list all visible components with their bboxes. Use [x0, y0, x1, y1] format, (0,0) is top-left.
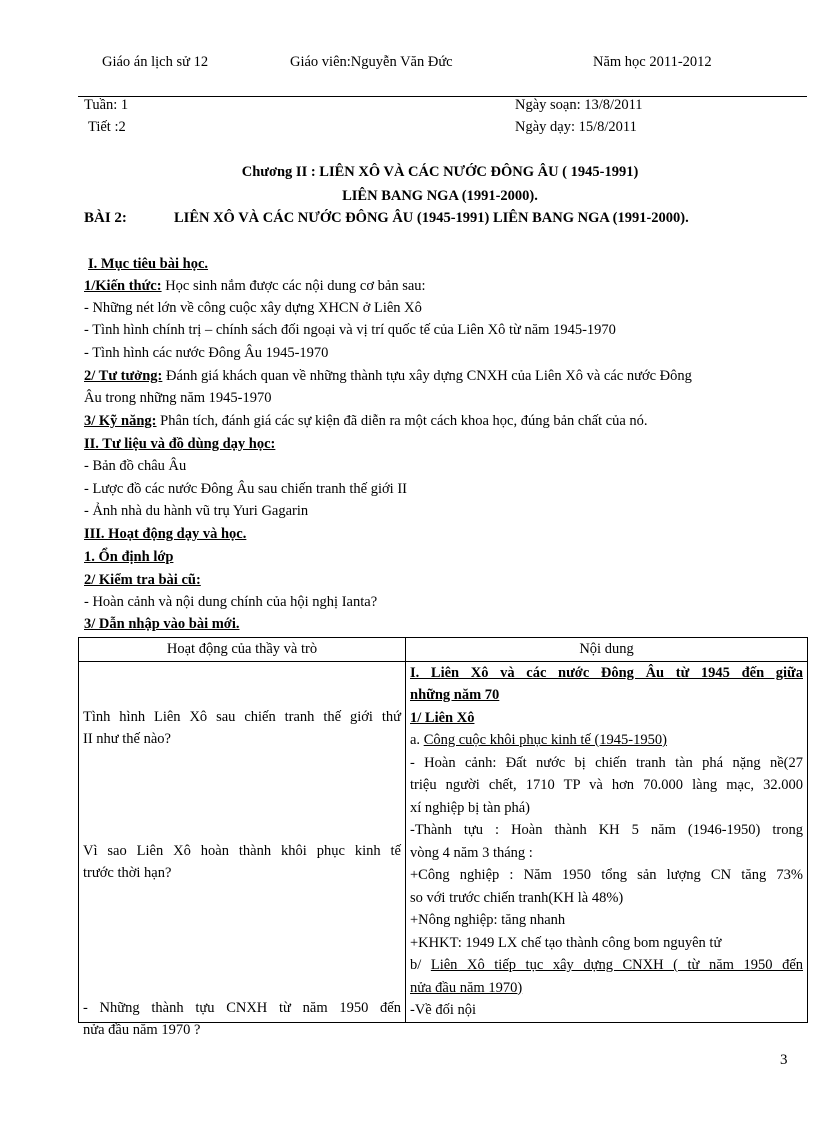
content-cell	[406, 661, 808, 1022]
subheading-b-text: Liên Xô tiếp tục xây dựng CNXH ( từ năm 1950 đến	[430, 957, 803, 973]
ideology-line-2: Âu trong những năm 1945-1970	[84, 390, 272, 406]
header-year: Năm học 2011-2012	[593, 54, 712, 70]
section-1-title: I. Mục tiêu bài học.	[88, 256, 209, 272]
prep-date: Ngày soạn: 13/8/2011	[515, 97, 643, 113]
knowledge-item-2: - Tình hình chính trị – chính sách đối ngoại và vị trí quốc tế của Liên Xô từ năm 1945-1970	[84, 322, 616, 338]
content-subheading-b	[410, 954, 803, 977]
activities-cell	[79, 661, 406, 1038]
header-subject: Giáo án lịch sử 12	[102, 54, 209, 70]
material-2: - Lược đồ các nước Đông Âu sau chiến tranh thế giới II	[84, 481, 407, 497]
table-header-row	[79, 638, 808, 662]
header-teacher: Giáo viên:Nguyễn Văn Đức	[290, 54, 453, 70]
header-rule	[78, 96, 807, 97]
question-2-line-1: Vì sao Liên Xô hoàn thành khôi phục kinh tế	[83, 842, 401, 859]
content-line: xí nghiệp bị tàn phá)	[410, 799, 531, 816]
question-2-line-2: trước thời hạn?	[83, 865, 172, 881]
content-line: -Về đối nội	[410, 1002, 477, 1018]
week: Tuần: 1	[84, 97, 129, 113]
material-1: - Bản đồ châu Âu	[84, 458, 187, 474]
material-3: - Ảnh nhà du hành vũ trụ Yuri Gagarin	[84, 503, 309, 519]
chapter-title: Chương II : LIÊN XÔ VÀ CÁC NƯỚC ĐÔNG ÂU ( 1945-1991)	[241, 164, 639, 180]
lesson-label: BÀI 2:	[84, 210, 127, 226]
content-heading-ussr: 1/ Liên Xô	[410, 709, 475, 726]
question-3	[83, 997, 401, 1042]
question-1	[83, 706, 401, 751]
knowledge-label: 1/Kiến thức:	[84, 278, 162, 294]
subheading-b-prefix: b/	[410, 957, 431, 973]
content-subheading-b-2: nửa đầu năm 1970)	[410, 979, 523, 996]
section-2-title: II. Tư liệu và đồ dùng dạy học:	[84, 436, 276, 452]
content-subheading-a	[410, 729, 803, 752]
content-line: +KHKT: 1949 LX chế tạo thành công bom nguyên tử	[410, 934, 722, 951]
subheading-a-text: Công cuộc khôi phục kinh tế (1945-1950)	[423, 732, 667, 748]
teach-date: Ngày dạy: 15/8/2011	[515, 119, 637, 135]
content-line: vòng 4 năm 3 tháng :	[410, 844, 533, 861]
knowledge-line	[84, 278, 426, 295]
section-3-title: III. Hoạt động dạy và học.	[84, 526, 247, 542]
content-line: so với trước chiến tranh(KH là 48%)	[410, 889, 624, 906]
review-label: 2/ Kiểm tra bài cũ:	[84, 572, 201, 588]
chapter-subtitle: LIÊN BANG NGA (1991-2000).	[342, 188, 538, 204]
content-line: triệu người chết, 1710 TP và hơn 70.000 làng mạc, 32.000	[410, 777, 803, 793]
skills-line	[84, 413, 648, 430]
subheading-a-prefix: a.	[410, 732, 424, 748]
col-header-content: Nội dung	[406, 638, 808, 662]
skills-label: 3/ Kỹ năng:	[84, 413, 157, 429]
content-line: -Thành tựu : Hoàn thành KH 5 năm (1946-1950) trong	[410, 822, 803, 838]
period: Tiết :2	[88, 119, 126, 135]
content-line: +Nông nghiệp: tăng nhanh	[410, 912, 566, 928]
introduction: 3/ Dẫn nhập vào bài mới.	[84, 616, 240, 632]
question-3-line-1: - Những thành tựu CNXH từ năm 1950 đến	[83, 999, 401, 1016]
skills-text: Phân tích, đánh giá các sự kiện đã diễn ra một cách khoa học, đúng bản chất của nó.	[156, 413, 648, 429]
content-line: +Công nghiệp : Năm 1950 tổng sản lượng CN tăng 73%	[410, 867, 803, 883]
content-heading-1b: những năm 70	[410, 687, 500, 703]
col-header-activities: Hoạt động của thầy và trò	[79, 638, 406, 662]
content-line: - Hoàn cảnh: Đất nước bị chiến tranh tàn phá nặng nề(27	[410, 754, 803, 771]
table-row	[79, 661, 808, 1022]
question-1-line-1: Tình hình Liên Xô sau chiến tranh thế giới thứ	[83, 708, 401, 725]
knowledge-item-3: - Tình hình các nước Đông Âu 1945-1970	[84, 345, 329, 361]
question-1-line-2: II như thế nào?	[83, 731, 171, 747]
review-question: - Hoàn cảnh và nội dung chính của hội nghị Ianta?	[84, 594, 378, 610]
lesson-title: LIÊN XÔ VÀ CÁC NƯỚC ĐÔNG ÂU (1945-1991) LIÊN BANG NGA (1991-2000).	[174, 210, 689, 226]
knowledge-item-1: - Những nét lớn về công cuộc xây dựng XHCN ở Liên Xô	[84, 300, 422, 316]
question-2	[83, 840, 401, 885]
page-number: 3	[780, 1052, 788, 1068]
ideology-text: Đánh giá khách quan về những thành tựu xây dựng CNXH của Liên Xô và các nước Đông	[162, 368, 692, 384]
class-stabilize: 1. Ổn định lớp	[84, 549, 174, 565]
ideology-label: 2/ Tư tưởng:	[84, 368, 163, 384]
ideology-line	[84, 368, 692, 385]
content-heading-1: I. Liên Xô và các nước Đông Âu từ 1945 đến giữa	[410, 664, 803, 681]
question-3-line-2: nửa đầu năm 1970 ?	[83, 1022, 201, 1038]
lesson-table	[78, 637, 808, 1038]
knowledge-text: Học sinh nắm được các nội dung cơ bản sau:	[161, 278, 426, 294]
